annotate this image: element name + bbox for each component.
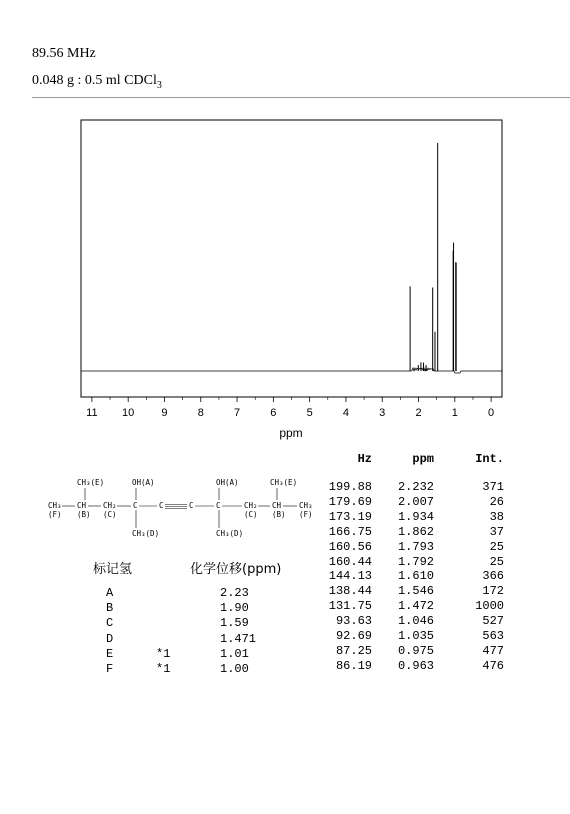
assignment-row [100,616,300,631]
peak-hz: 179.69 [328,494,372,509]
assignment-shift: 1.00 [220,661,249,676]
peak-ppm: 0.975 [397,643,434,658]
x-tick-label: 9 [161,407,168,419]
assignment-shift: 1.90 [220,601,249,616]
peak-row [322,644,508,659]
peak-hz: 144.13 [328,569,372,584]
assignment-row [100,662,300,677]
peak-int: 1000 [475,599,504,614]
header-hz: Hz [357,452,372,466]
peak-int: 26 [489,494,504,509]
atom-c-left: C [133,501,138,510]
peak-row [322,614,508,629]
assignment-label: A [106,586,114,600]
assignment-shift: 1.59 [220,616,249,631]
assignment-list [100,586,300,677]
peak-hz: 92.69 [335,629,372,644]
spectrum-peaks [410,143,456,371]
atom-ch-right: CH [272,501,282,510]
assignment-label: F [106,661,114,676]
peak-int: 476 [482,658,504,673]
assignment-row [100,586,300,601]
peak-hz: 131.75 [328,599,372,614]
tag-c-right: (C) [244,510,258,519]
x-tick-label: 6 [270,407,277,419]
tag-f-right: (F) [299,510,313,519]
x-axis-label: ppm [279,426,303,440]
header-ppm: ppm [412,452,434,466]
peak-row [322,555,508,570]
peak-int: 527 [482,614,504,629]
assignment-label: B [106,601,114,616]
peak-ppm: 0.963 [397,658,434,673]
peak-row [322,480,508,495]
peak-hz: 93.63 [335,614,372,629]
x-tick-label: 8 [197,407,204,419]
x-tick-label: 2 [415,407,422,419]
peak-hz: 138.44 [328,584,372,599]
peak-ppm: 1.035 [397,629,434,644]
peak-hz: 160.56 [328,539,372,554]
assignment-row [100,601,300,616]
peak-row [322,540,508,555]
tag-c-left: (C) [103,510,117,519]
assignment-header-shift: 化学位移(ppm) [190,562,282,577]
peak-ppm: 1.610 [397,569,434,584]
x-tick-label: 7 [233,407,241,419]
atom-c-right: C [216,501,221,510]
assignment-label: C [106,616,114,631]
assignment-label: E [106,646,114,661]
atom-ch2-left: CH₂ [103,501,117,510]
tag-b-right: (B) [272,510,286,519]
atom-ch3-right-end: CH₃ [299,501,313,510]
peak-int: 563 [482,629,504,644]
peak-int: 25 [489,554,504,569]
peak-row [322,584,508,599]
peak-int: 37 [489,524,504,539]
atom-c-alkyne-right: C [189,501,194,510]
x-tick-label: 1 [451,407,458,419]
peak-hz: 86.19 [335,658,372,673]
peak-int: 38 [489,509,504,524]
assignment-note: *1 [156,661,171,676]
spectrometer-frequency: 89.56 MHz [32,46,96,61]
peak-row [322,510,508,525]
peak-row [322,569,508,584]
peak-ppm: 2.007 [397,494,434,509]
peak-int: 172 [482,584,504,599]
label-oh-a-right: OH(A) [216,478,239,487]
sample-info-text: 0.048 g : 0.5 ml CDCl [32,73,157,88]
peak-ppm: 1.934 [397,509,434,524]
peak-ppm: 1.793 [397,539,434,554]
sample-info-subscript: 3 [156,79,162,91]
assignment-shift: 1.01 [220,646,249,661]
peak-int: 477 [482,643,504,658]
peak-ppm: 1.046 [397,614,434,629]
label-ch3-e-right: CH₃(E) [270,478,298,487]
peak-int: 25 [489,539,504,554]
header-int: Int. [475,452,504,466]
label-oh-a-left: OH(A) [132,478,155,487]
tag-b-left: (B) [77,510,91,519]
assignment-header-label: 标记氢 [93,562,133,577]
atom-ch2-right: CH₂ [244,501,258,510]
x-tick-label: 3 [379,407,386,419]
peak-row [322,525,508,540]
tag-f-left: (F) [48,510,62,519]
peak-row [322,629,508,644]
peak-ppm: 1.472 [397,599,434,614]
assignment-note: *1 [156,646,171,661]
x-tick-label: 0 [488,407,495,419]
peak-ppm: 2.232 [397,480,434,494]
assignment-row [100,647,300,662]
peak-int: 371 [482,480,504,494]
assignment-row [100,632,300,647]
peak-ppm: 1.862 [397,524,434,539]
x-tick-label: 4 [342,407,350,419]
peak-row [322,659,508,674]
peak-hz: 87.25 [335,643,372,658]
peak-int: 366 [482,569,504,584]
label-ch3-d-left: CH₃(D) [132,529,160,538]
peak-hz: 160.44 [328,554,372,569]
peak-hz: 166.75 [328,524,372,539]
peak-hz: 173.19 [328,509,372,524]
x-tick-label: 11 [86,407,98,419]
peak-row [322,599,508,614]
x-tick-label: 5 [306,407,313,419]
label-ch3-e-left: CH₃(E) [77,478,105,487]
structure-diagram [0,0,330,560]
peak-ppm: 1.792 [397,554,434,569]
atom-ch3-left-end: CH₃ [48,501,62,510]
peak-table [322,452,508,674]
atom-ch-left: CH [77,501,87,510]
peak-hz: 199.88 [328,480,372,494]
assignment-label: D [106,631,114,646]
peak-table-header [322,452,508,480]
assignment-shift: 2.23 [220,586,249,600]
label-ch3-d-right: CH₃(D) [216,529,244,538]
peak-row [322,495,508,510]
x-tick-label: 10 [122,407,135,419]
assignment-shift: 1.471 [220,631,257,646]
atom-c-alkyne-left: C [159,501,164,510]
peak-ppm: 1.546 [397,584,434,599]
